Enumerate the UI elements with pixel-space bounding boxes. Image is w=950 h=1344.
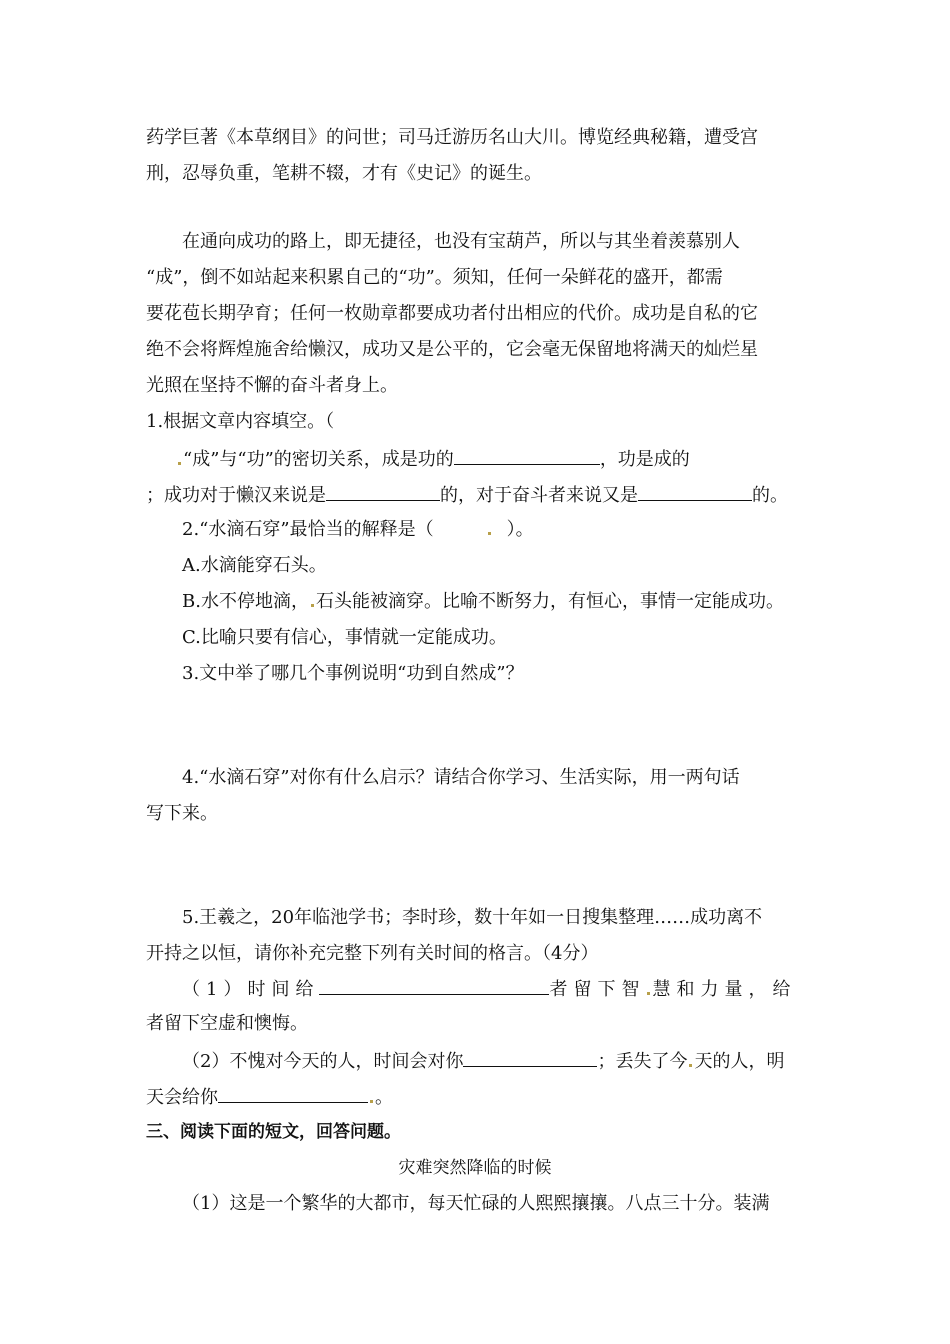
question-1-line-1: “成”与“功”的密切关系，成是功的 ，功是成的 <box>176 446 690 472</box>
mark-dot <box>689 1064 692 1067</box>
question-5-item-2: （2）不愧对今天的人，时间会对你 ；丢失了今 天的人，明 <box>182 1048 784 1074</box>
mark-dot <box>370 1100 373 1103</box>
mark-dot <box>311 604 314 607</box>
article-para-1: （1）这是一个繁华的大都市，每天忙碌的人熙熙攘攘。八点三十分。装满 <box>182 1193 770 1214</box>
answer-blank[interactable] <box>454 446 600 465</box>
question-4-line-2: 写下来。 <box>146 803 218 824</box>
answer-blank[interactable] <box>326 482 440 501</box>
mark-dot <box>647 992 650 995</box>
passage-line: 刑，忍辱负重，笔耕不辍，才有《史记》的诞生。 <box>146 163 542 184</box>
option-a: A.水滴能穿石头。 <box>182 555 327 576</box>
passage-line: 光照在坚持不懈的奋斗者身上。 <box>146 375 398 396</box>
question-5-line-1: 5.王羲之，20年临池学书；李时珍，数十年如一日搜集整理……成功离不 <box>182 907 763 928</box>
passage-line: 绝不会将辉煌施舍给懒汉，成功又是公平的，它会毫无保留地将满天的灿烂星 <box>146 339 758 360</box>
question-1-stem: 1.根据文章内容填空。（ <box>146 411 335 432</box>
passage-line: 在通向成功的路上，即无捷径，也没有宝葫芦，所以与其坐着羡慕别人 <box>182 231 740 252</box>
answer-blank[interactable] <box>638 482 752 501</box>
option-c: C.比喻只要有信心，事情就一定能成功。 <box>182 627 507 648</box>
question-3-stem: 3.文中举了哪几个事例说明“功到自然成”？ <box>182 663 524 684</box>
article-title: 灾难突然降临的时候 <box>398 1158 552 1178</box>
passage-line: 要花苞长期孕育；任何一枚勋章都要成功者付出相应的代价。成功是自私的它 <box>146 303 758 324</box>
question-5-line-2: 开持之以恒，请你补充完整下列有关时间的格言。（4分） <box>146 943 599 964</box>
answer-blank[interactable] <box>463 1048 597 1067</box>
question-5-item-1: （1）时间给 者留下智 慧和力量，给 <box>182 976 796 1002</box>
section-3-heading: 三、阅读下面的短文，回答问题。 <box>146 1122 401 1142</box>
question-5-item-2-cont: 天会给你 。 <box>146 1084 393 1110</box>
question-4-line-1: 4.“水滴石穿”对你有什么启示？请结合你学习、生活实际，用一两句话 <box>182 767 740 788</box>
passage-line: “成”，倒不如站起来积累自己的“功”。须知，任何一朵鲜花的盛开，都需 <box>146 267 723 288</box>
mark-dot <box>178 462 181 465</box>
mark-dot <box>488 532 491 535</box>
question-1-line-2: ；成功对于懒汉来说是 的，对于奋斗者来说又是 的。 <box>146 482 788 508</box>
question-5-item-1-cont: 者留下空虚和懊悔。 <box>146 1013 308 1034</box>
option-b: B.水不停地滴， 石头能被滴穿。比喻不断努力，有恒心，事情一定能成功。 <box>182 591 784 612</box>
passage-line: 药学巨著《本草纲目》的问世；司马迁游历名山大川。博览经典秘籍，遭受宫 <box>146 127 758 148</box>
answer-blank[interactable] <box>218 1084 368 1103</box>
question-2-stem: 2.“水滴石穿”最恰当的解释是（ ）。 <box>182 519 534 540</box>
answer-blank[interactable] <box>319 976 549 995</box>
